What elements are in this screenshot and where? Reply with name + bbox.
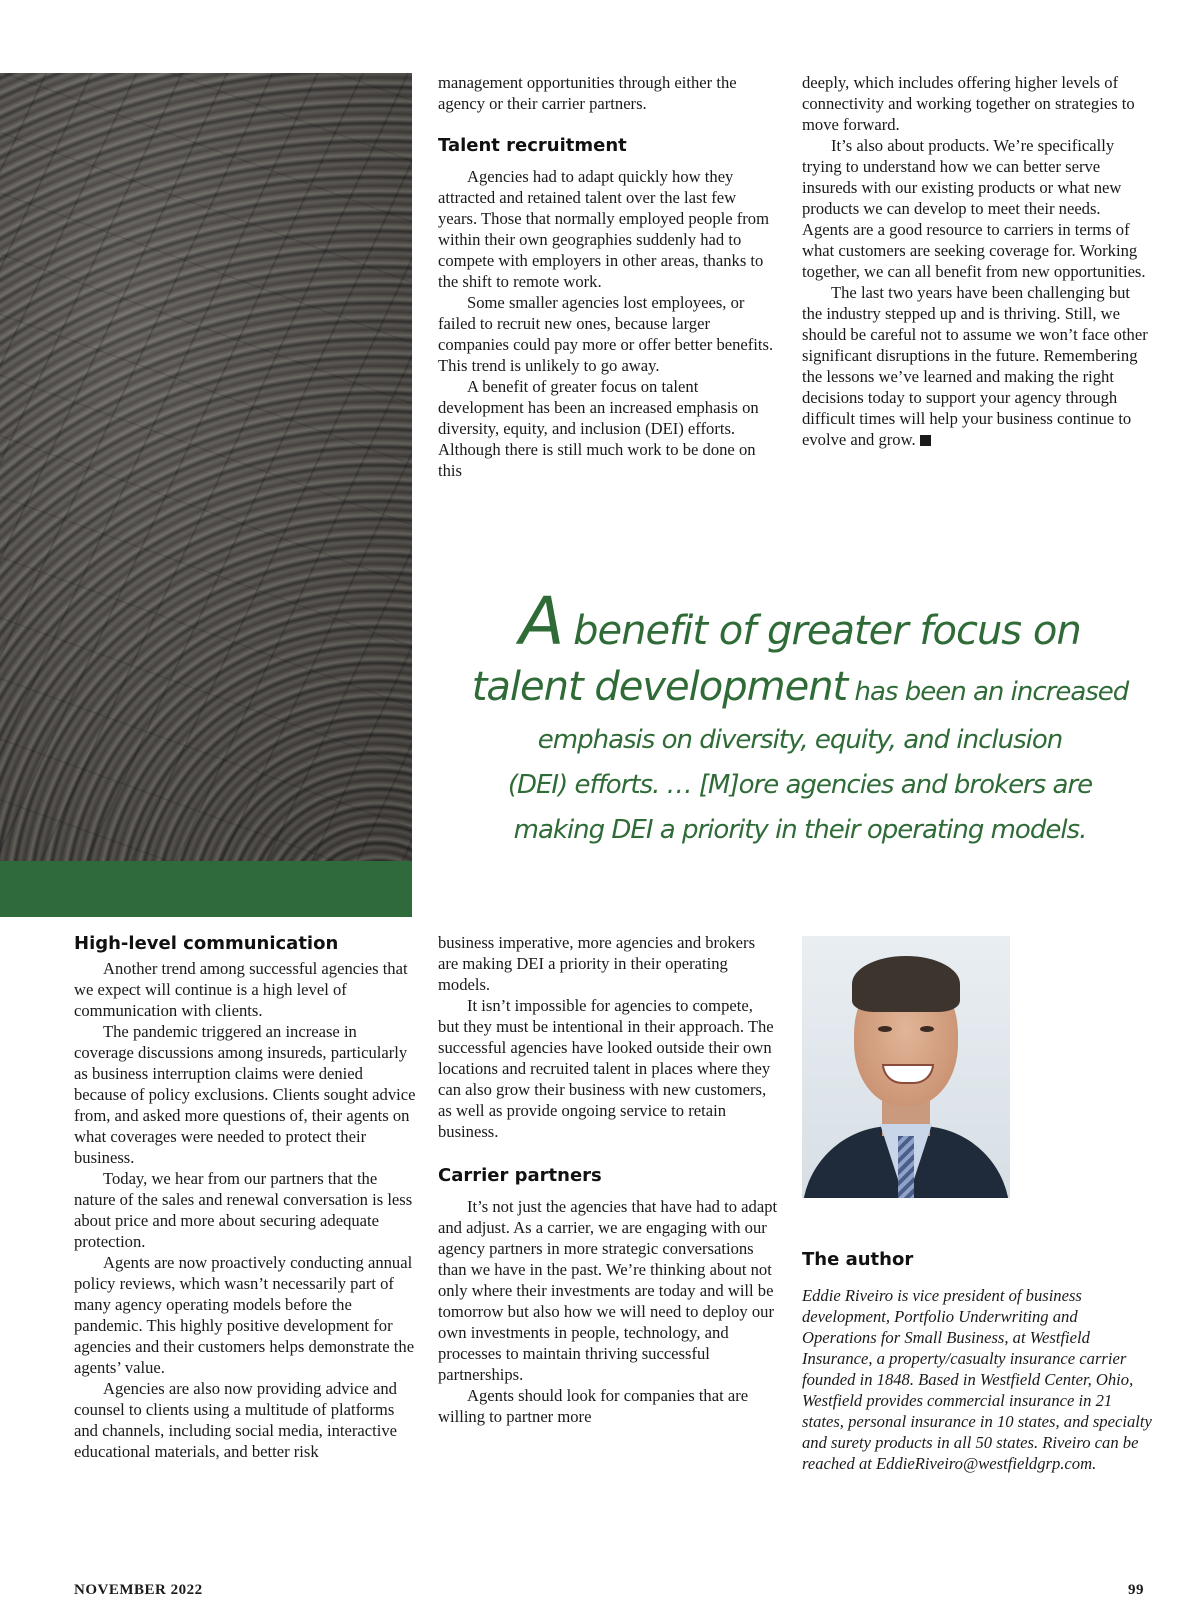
paragraph: management opportunities through either the agency or their carrier partners. bbox=[438, 73, 737, 113]
column-1-bottom bbox=[74, 932, 416, 1462]
paragraph: A benefit of greater focus on talent development has been an increased emphasis on diversity, equity, and inclusion (DEI) efforts. Although there is still much work to be done on this bbox=[438, 377, 759, 480]
column-2-top bbox=[438, 72, 778, 481]
pull-quote-drop-cap: A bbox=[519, 583, 562, 660]
paragraph-text: The last two years have been challenging but the industry stepped up and is thriving. Still, we should be careful not to assume we won’t face other significant disruptions in the future. Remembering the lessons we’ve learned and making the right decisions today to support your agency through difficult times will help your business continue to evolve and grow. bbox=[802, 283, 1148, 449]
pull-quote-emphasis: talent development bbox=[471, 664, 848, 710]
pull-quote-line: emphasis on diversity, equity, and inclusion bbox=[537, 725, 1063, 755]
green-accent-band bbox=[0, 861, 412, 917]
pull-quote-line: making DEI a priority in their operating models. bbox=[513, 815, 1087, 845]
paragraph: deeply, which includes offering higher levels of connectivity and working together on strategies to move forward. bbox=[802, 73, 1135, 134]
paragraph: It’s also about products. We’re specifically trying to understand how we can better serve insureds with our existing products or what new products we can develop to meet their needs. Agents are a good resource to carriers in terms of what customers are seeking coverage for. Working together, we can all benefit from new opportunities. bbox=[802, 136, 1146, 281]
author-section bbox=[802, 1248, 1152, 1272]
page-number: 99 bbox=[1128, 1582, 1144, 1598]
paragraph: business imperative, more agencies and brokers are making DEI a priority in their operating models. bbox=[438, 933, 756, 994]
paragraph: The pandemic triggered an increase in coverage discussions among insureds, particularly as business interruption claims were denied because of policy exclusions. Clients sought advice from, and asked more questions of, their agents on what coverages were needed to protect their business. bbox=[74, 1022, 416, 1167]
paragraph: Agencies had to adapt quickly how they attracted and retained talent over the last few years. Those that normally employed people from within their own geographies suddenly had to compete with employers in other areas, thanks to the shift to remote work. bbox=[438, 167, 770, 291]
paragraph: Some smaller agencies lost employees, or failed to recruit new ones, because larger companies could pay more or offer better benefits. This trend is unlikely to go away. bbox=[438, 293, 774, 375]
section-heading: Talent recruitment bbox=[438, 135, 627, 156]
author-heading: The author bbox=[802, 1249, 914, 1270]
column-2-bottom bbox=[438, 932, 778, 1427]
column-3-top bbox=[802, 72, 1150, 450]
pull-quote-line: (DEI) efforts. … [M]ore agencies and brokers are bbox=[507, 770, 1093, 800]
issue-date: NOVEMBER 2022 bbox=[74, 1582, 203, 1598]
paragraph: Today, we hear from our partners that the nature of the sales and renewal conversation is less about price and more about securing adequate protection. bbox=[74, 1169, 413, 1251]
pull-quote-line: benefit of greater focus on bbox=[561, 608, 1081, 654]
paragraph: It’s not just the agencies that have had to adapt and adjust. As a carrier, we are engaging with our agency partners in more strategic conversations than we have in the past. We’re thinking about not only where their investments are today and will be tomorrow but also how we will need to deploy our own investments in people, technology, and processes to maintain thriving successful partnerships. bbox=[438, 1197, 778, 1384]
paragraph: It isn’t impossible for agencies to compete, but they must be intentional in their approach. The successful agencies have looked outside their own locations and recruited talent in places where they can also grow their business with new customers, as well as provide ongoing service to retain business. bbox=[438, 996, 774, 1141]
paragraph: Agents are now proactively conducting annual policy reviews, which wasn’t necessarily part of many agency operating models before the pandemic. This highly positive development for agencies and their customers helps demonstrate the agents’ value. bbox=[74, 1253, 415, 1377]
pull-quote-line: has been an increased bbox=[847, 677, 1129, 707]
author-bio: Eddie Riveiro is vice president of business development, Portfolio Underwriting and Operations for Small Business, at Westfield Insurance, a property/casualty insurance carrier founded in 1848. Based in Westfield Center, Ohio, Westfield provides commercial insurance in 21 states, personal insurance in 10 states, and specialty and surety products in all 50 states. Riveiro can be reached at EddieRiveiro@westfieldgrp.com. bbox=[802, 1286, 1152, 1473]
end-mark-icon bbox=[920, 435, 931, 446]
author-photo bbox=[802, 936, 1010, 1198]
section-heading: High-level communication bbox=[74, 933, 339, 954]
section-heading: Carrier partners bbox=[438, 1165, 602, 1186]
paragraph: Another trend among successful agencies that we expect will continue is a high level of communication with clients. bbox=[74, 959, 408, 1020]
paragraph: Agents should look for companies that are willing to partner more bbox=[438, 1386, 749, 1426]
pull-quote bbox=[440, 583, 1160, 853]
tree-stump-photo bbox=[0, 73, 412, 861]
paragraph bbox=[802, 282, 1150, 450]
paragraph: Agencies are also now providing advice and counsel to clients using a multitude of platforms and channels, including social media, interactive educational materials, and better risk bbox=[74, 1379, 398, 1461]
